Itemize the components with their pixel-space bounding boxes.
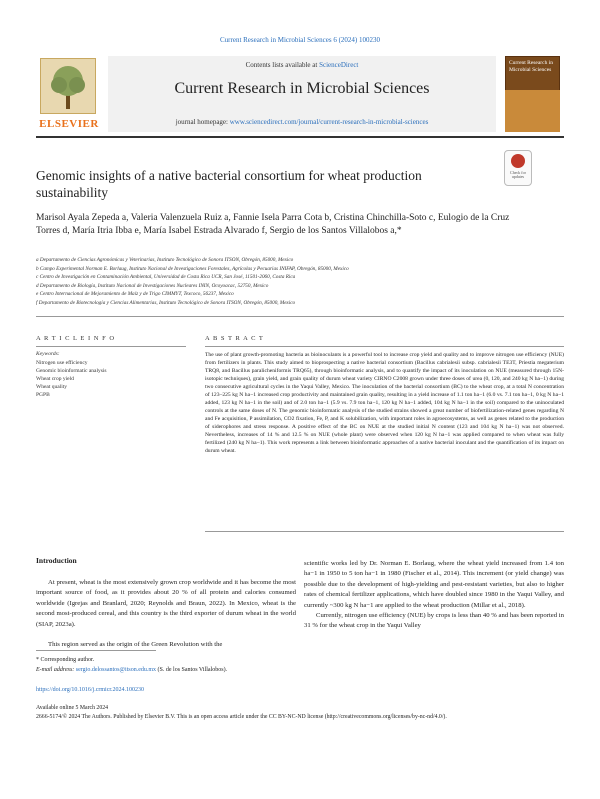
keyword: Wheat crop yield (36, 376, 74, 382)
affiliation-b: b Campo Experimental Norman E. Borlaug, Instituto Nacional de Investigaciones Forestales, Agrícolas y Pecuarias INIFAP, Obregón, 85000, Mexico (36, 265, 349, 272)
journal-title: Current Research in Microbial Sciences (174, 80, 430, 97)
intro-paragraph: This region served as the origin of the Green Revolution with the (48, 641, 223, 649)
keyword: Wheat quality (36, 384, 68, 390)
homepage-link[interactable]: www.sciencedirect.com/journal/current-research-in-microbial-sciences (229, 118, 429, 126)
journal-homepage (108, 118, 496, 126)
keywords-label: Keywords: (36, 351, 60, 357)
abstract-bottom-rule (205, 531, 564, 532)
check-updates-label: Check for updates (510, 170, 526, 180)
affiliation-f: f Departamento de Biotecnología y Ciencias Alimentarias, Instituto Tecnológico de Sonora ITSON, Obregón, 85000, Mexico (36, 299, 296, 306)
check-updates-icon (511, 154, 525, 168)
footnote-rule (36, 650, 156, 651)
journal-cover-band (505, 90, 560, 132)
affiliation-c: c Centro de Investigación en Contaminación Ambiental, Universidad de Costa Rica UCR, San José, 11501-2060, Costa Rica (36, 274, 296, 281)
contents-prefix: Contents lists available at (245, 61, 318, 69)
keyword: Nitrogen use efficiency (36, 360, 88, 366)
intro-paragraph: scientific works led by Dr. Norman E. Borlaug, where the wheat yield increased from 1.4 ton ha−1 in 1950 to 5 ton ha−1 in 1980 (Fischer et al., 2014). This increment (or yield change) was possible due to the development of high-yielding and pest-resistant varieties, but also to higher rates of chemical fertilizer applications, which have doubled since 1980 in the Yaqui Valley, and currently ~300 kg N ha−1 are applied to the wheat production (Millar et al., 2018). (304, 560, 564, 609)
elsevier-tree-icon (40, 58, 96, 114)
available-online: Available online 5 March 2024 (36, 705, 109, 711)
running-head[interactable]: Current Research in Microbial Sciences 6 (2024) 100230 (220, 36, 380, 44)
doi-link[interactable]: https://doi.org/10.1016/j.crmicr.2024.100230 (36, 687, 145, 693)
sciencedirect-link[interactable]: ScienceDirect (319, 61, 359, 69)
publication-meta (36, 704, 564, 721)
publisher-name: ELSEVIER (39, 118, 99, 130)
affiliation-a: a Departamento de Ciencias Agronómicas y Veterinarias, Instituto Tecnológico de Sonora ITSON, Obregón, 85000, Mexico (36, 257, 294, 263)
intro-left-column (36, 578, 296, 650)
intro-paragraph: At present, wheat is the most extensively grown crop worldwide and it has become the most important source of food, as it provides about 20 % of all protein and calories consumed worldwide (Igrejas and Branlard, 2020; Reynolds and Braun, 2022). In Mexico, wheat is the second most-produced cereal, and this country is the third exporter of durum wheat in the world (SIAP, 2023a). (36, 579, 296, 628)
journal-cover-title: Current Research in Microbial Sciences (509, 60, 553, 73)
article-title: Genomic insights of a native bacterial consortium for wheat production sustainability (36, 168, 422, 200)
section-rule (36, 316, 564, 317)
email-label: E-mail address: (36, 667, 75, 673)
email-link[interactable]: sergio.delossantos@itson.edu.mx (75, 667, 157, 673)
author-list: Marisol Ayala Zepeda a, Valeria Valenzuela Ruiz a, Fannie Isela Parra Cota b, Cristina Chinchilla-Soto c, Eulogio de la Cruz Torres d, María Itria Ibba e, María Isabel Estrada Alvarado f, Sergio de los Santos Villalobos a,* (36, 213, 510, 236)
abstract-rule (205, 346, 564, 347)
abstract-text: The use of plant growth-promoting bacteria as bioinoculants is a powerful tool to increase crop yield and quality and to improve nitrogen use efficiency (NUE) from fertilizers in plants. This study aimed to bioprospecting a native bacterial consortium (Bacillus cabrialesii subsp. cabrialesii TE3T, Priestia megaterium TRQ8, and Bacillus paralicheniformis TRQ65), through bioinformatic analysis, and to quantify the impact of its inoculation on NUE (measured through 15N-isotopic techniques), grain yield, and grain quality of durum wheat variety CIRNO C2008 grown under three doses of urea (0, 120, and 240 kg N ha−1) during two consecutive agricultural cycles in the Yaqui Valley, Mexico. The inoculation of the bacterial consortium (BC) to the wheat crop, at a total N concentration of 123–225 kg N ha−1 increased crop productivity and maintained grain quality, resulting in a yield increase of 1.1 ton ha−1 (6.0 vs. 7.1 ton ha−1, 0 kg N ha−1 added, 123 kg N ha−1 in the soil) and of 2.0 ton ha−1 (5.9 vs. 7.9 ton ha−1, 120 kg N ha−1 added, 104 kg N ha−1 in the soil) compared to the uninoculated controls at the same doses of N. The genomic bioinformatic analysis of the studied strains showed a great number of biofertilization-related genes regarding N and Fe acquisition, P assimilation, CO2 fixation, Fe, P, and K solubilization, with important roles in agroecosystems, as well as genes related to the production of siderophores and stress response. A positive effect of the BC on NUE at the studied initial N content (123 and 104 kg N ha−1) was not observed. Nevertheless, increases of 14 % and 12.5 % on NUE (whole plant) were observed when 120 kg N ha−1 was applied compared to when wheat was fully fertilized (240 kg N ha−1). This work represents a link between bioinformatic approaches of a native bacterial inoculant and the quantification of its impact on durum wheat. (205, 352, 564, 454)
article-info-heading: A R T I C L E I N F O (36, 335, 116, 342)
keyword: PGPB (36, 392, 50, 398)
article-info-rule (36, 346, 186, 347)
header-rule (36, 136, 564, 138)
affiliations (36, 256, 556, 308)
keywords-list (36, 359, 186, 399)
email-line (36, 665, 336, 675)
abstract-heading: A B S T R A C T (205, 335, 264, 342)
keyword: Genomic bioinformatic analysis (36, 368, 107, 374)
intro-right-column (304, 559, 564, 632)
license-text: 2666-5174/© 2024 The Authors. Published by Elsevier B.V. This is an open access article under the CC BY-NC-ND license (http://creativecommons.org/licenses/by-nc-nd/4.0/). (36, 713, 447, 720)
homepage-prefix: journal homepage: (175, 118, 228, 126)
contents-line (108, 61, 496, 69)
email-suffix: (S. de los Santos Villalobos). (157, 667, 228, 673)
corresponding-author-note: * Corresponding author. (36, 657, 95, 663)
introduction-heading: Introduction (36, 556, 77, 565)
affiliation-d: d Departamento de Biología, Instituto Nacional de Investigaciones Nucleares ININ, Ocoyoacac, 52750, Mexico (36, 282, 269, 289)
intro-paragraph: Currently, nitrogen use efficiency (NUE) by crops is less than 40 % and has been reported in 31 % for the wheat crop in the Yaqui Valley (304, 612, 564, 630)
footnote (36, 655, 336, 675)
affiliation-e: e Centro Internacional de Mejoramiento de Maíz y de Trigo CIMMYT, Texcoco, 56237, Mexico (36, 291, 234, 298)
